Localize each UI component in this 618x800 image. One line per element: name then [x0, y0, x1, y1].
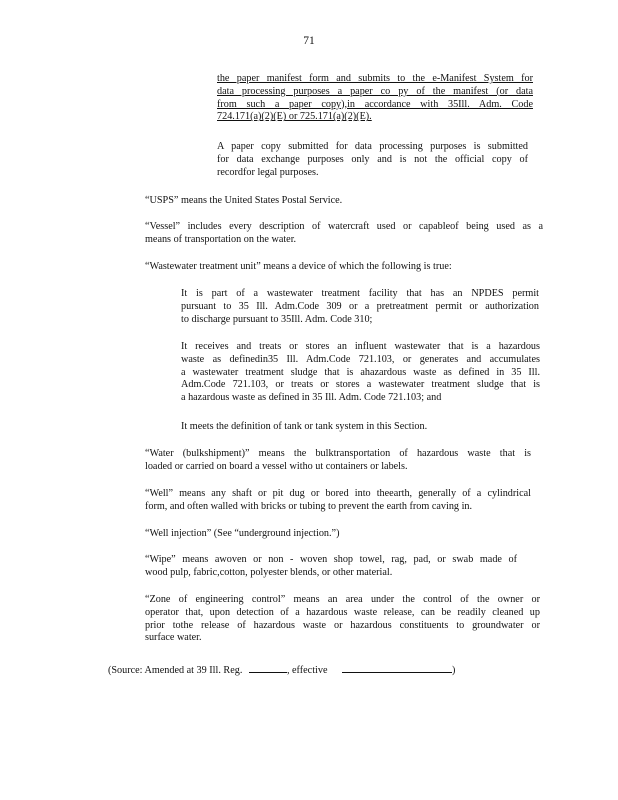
wwtu-item-3 [181, 421, 539, 434]
water-bulkshipment-definition [145, 448, 531, 474]
vessel-definition [145, 221, 543, 247]
wwtu-item-line: a hazardous waste as defined in 35 Ill. Adm. Code 721.103; and [181, 392, 442, 404]
wwtu-item-line: It meets the definition of tank or tank system in this Section. [181, 421, 428, 432]
manifest-line: the paper manifest form and submits to the e-Manifest System for [217, 73, 533, 84]
wipe-line: “Wipe” means awoven or non - woven shop towel, rag, pad, or swab made of [145, 554, 517, 565]
source-note-middle: , effective [286, 665, 328, 676]
wipe-line: wood pulp, fabric,cotton, polyester blends, or other material. [145, 566, 393, 578]
manifest-line: 724.171(a)(2)(E) or 725.171(a)(2)(E). [217, 111, 372, 123]
well-injection-line: “Well injection” (See “underground injection.”) [145, 528, 340, 539]
paper-copy-line: for data exchange purposes only and is not the official copy of [217, 153, 528, 165]
vessel-line: means of transportation on the water. [145, 233, 297, 245]
wwtu-item-2 [181, 341, 540, 405]
paper-copy-paragraph [217, 141, 528, 179]
zone-line: “Zone of engineering control” means an area under the control of the owner or [145, 594, 540, 605]
source-note-prefix: (Source: Amended at 39 Ill. Reg. [108, 665, 243, 676]
wwtu-item-line: Adm.Code 721.103, or treats or stores a wastewater treatment sludge that is [181, 379, 540, 391]
source-note-suffix: ) [452, 665, 456, 676]
manifest-paragraph [217, 73, 533, 124]
paper-copy-line: recordfor legal purposes. [217, 166, 319, 178]
wwtu-item-line: It receives and treats or stores an influent wastewater that is a hazardous [181, 341, 540, 352]
register-number-blank [249, 662, 287, 673]
wwtu-item-1 [181, 288, 539, 326]
wastewater-treatment-unit-definition [145, 261, 545, 274]
well-injection-definition [145, 528, 531, 541]
wipe-definition [145, 554, 517, 580]
wwtu-item-line: waste as definedin35 Ill. Adm.Code 721.103, or generates and accumulates [181, 353, 540, 365]
source-note [108, 662, 508, 678]
manifest-line: from such a paper copy),in accordance with 35Ill. Adm. Code [217, 98, 533, 110]
page-number: 71 [303, 35, 315, 47]
water-line: “Water (bulkshipment)” means the bulktransportation of hazardous waste that is [145, 448, 531, 459]
effective-date-blank [342, 662, 452, 673]
wwtu-item-line: a wastewater treatment sludge that is ahazardous waste as defined in 35 Ill. [181, 366, 540, 378]
water-line: loaded or carried on board a vessel witho ut containers or labels. [145, 460, 408, 472]
well-line: form, and often walled with bricks or tubing to prevent the earth from caving in. [145, 500, 473, 512]
wwtu-item-line: It is part of a wastewater treatment facility that has an NPDES permit [181, 288, 539, 299]
zone-line: operator that, upon detection of a hazardous waste release, can be readily cleaned up [145, 606, 540, 618]
usps-line: “USPS” means the United States Postal Service. [145, 195, 343, 206]
usps-definition [145, 195, 545, 208]
wwtu-item-line: pursuant to 35 Ill. Adm.Code 309 or a pretreatment permit or authorization [181, 300, 539, 312]
zone-line: surface water. [145, 632, 202, 644]
zone-line: prior tothe release of hazardous waste or hazardous constituents to groundwater or [145, 619, 540, 631]
manifest-line: data processing purposes a paper co py of the manifest (or data [217, 85, 533, 97]
wwtu-item-line: to discharge pursuant to 35Ill. Adm. Code 310; [181, 313, 373, 325]
zone-of-engineering-control-definition [145, 594, 540, 645]
wwtu-line: “Wastewater treatment unit” means a device of which the following is true: [145, 261, 452, 272]
well-line: “Well” means any shaft or pit dug or bored into theearth, generally of a cylindrical [145, 488, 531, 499]
paper-copy-line: A paper copy submitted for data processing purposes is submitted [217, 141, 528, 152]
vessel-line: “Vessel” includes every description of watercraft used or capableof being used as a [145, 221, 543, 232]
well-definition [145, 488, 531, 514]
